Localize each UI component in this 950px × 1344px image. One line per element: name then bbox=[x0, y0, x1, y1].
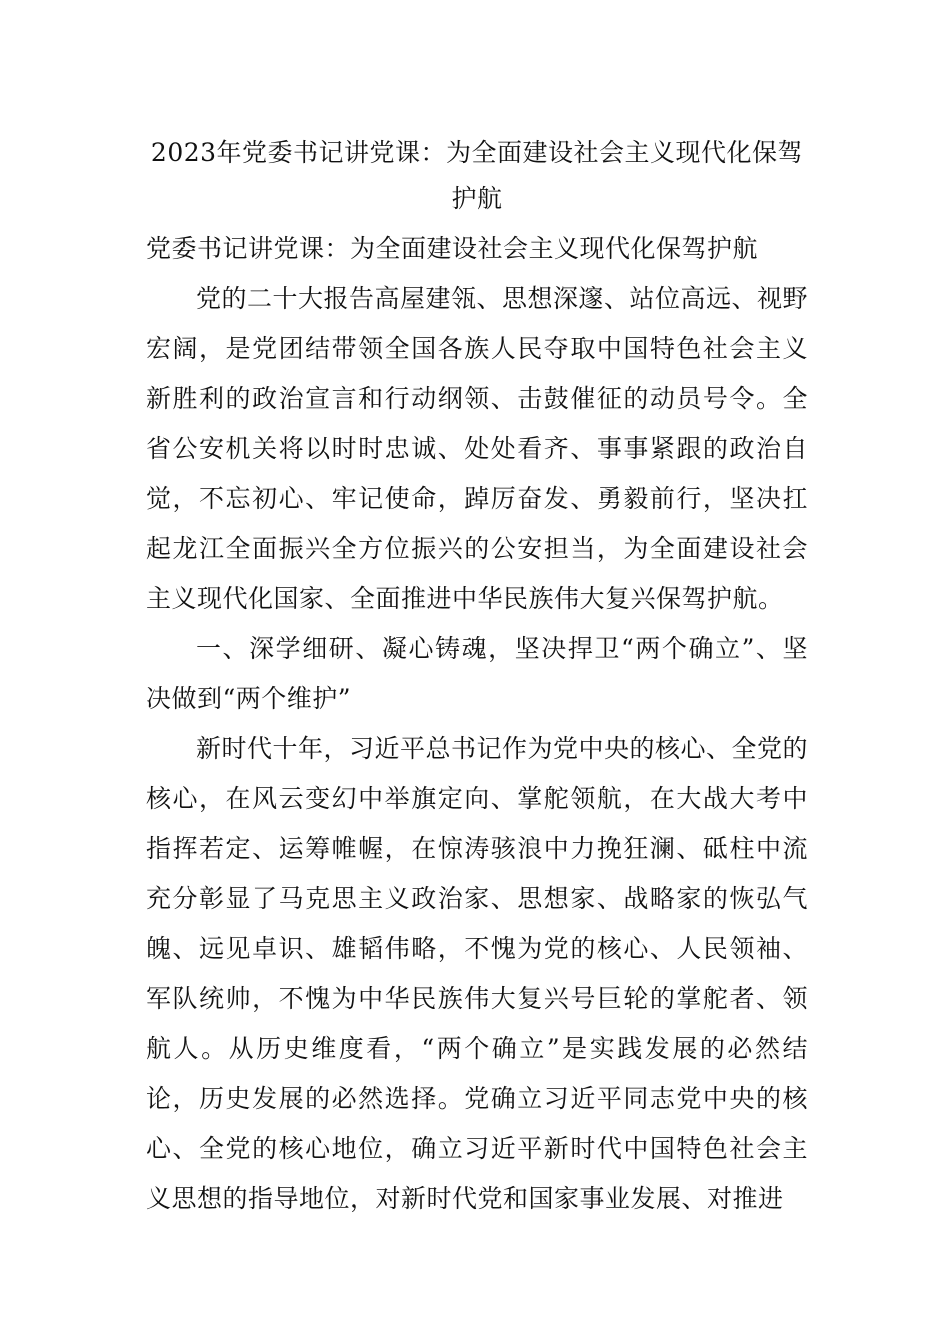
paragraph-section-1: 新时代十年，习近平总书记作为党中央的核心、全党的核心，在风云变幻中举旗定向、掌舵领航，在大战大考中指挥若定、运筹帷幄，在惊涛骇浪中力挽狂澜、砥柱中流充分彰显了马克思主义政治家、思想家、战略家的恢弘气魄、远见卓识、雄韬伟略，不愧为党的核心、人民领袖、军队统帅，不愧为中华民族伟大复兴号巨轮的掌舵者、领航人。从历史维度看，“两个确立”是实践发展的必然结论，历史发展的必然选择。党确立习近平同志党中央的核心、全党的核心地位，确立习近平新时代中国特色社会主义思想的指导地位，对新时代党和国家事业发展、对推进 bbox=[146, 734, 809, 1213]
paragraph-intro: 党的二十大报告高屋建瓴、思想深邃、站位高远、视野宏阔，是党团结带领全国各族人民夺取中国特色社会主义新胜利的政治宣言和行动纲领、击鼓催征的动员号令。全省公安机关将以时时忠诚、处处看齐、事事紧跟的政治自觉，不忘初心、牢记使命，踔厉奋发、勇毅前行，坚决扛起龙江全面振兴全方位振兴的公安担当，为全面建设社会主义现代化国家、全面推进中华民族伟大复兴保驾护航。 bbox=[146, 284, 809, 613]
document-subtitle: 党委书记讲党课：为全面建设社会主义现代化保驾护航 bbox=[146, 234, 759, 263]
section-heading-1: 一、深学细研、凝心铸魂，坚决捍卫“两个确立”、坚决做到“两个维护” bbox=[146, 634, 808, 713]
document-body bbox=[146, 130, 808, 1224]
document-title: 2023年党委书记讲党课：为全面建设社会主义现代化保驾护航 bbox=[150, 138, 804, 213]
